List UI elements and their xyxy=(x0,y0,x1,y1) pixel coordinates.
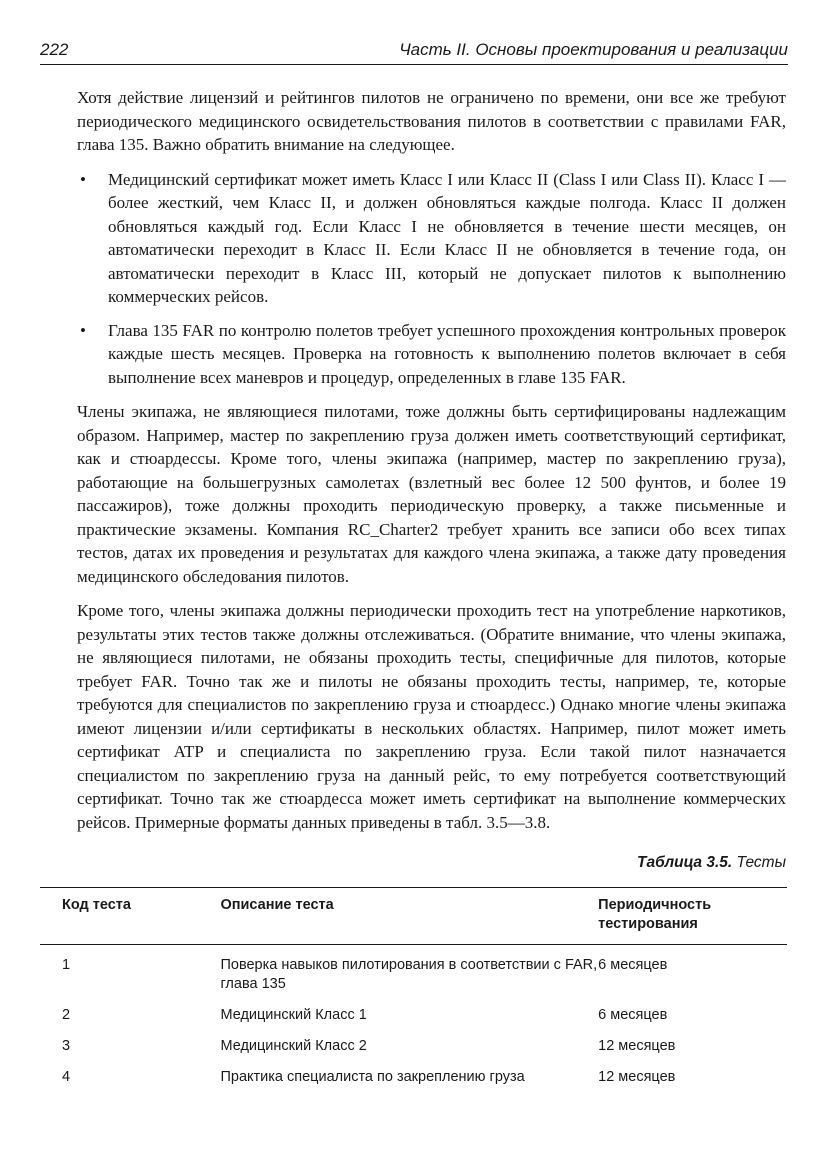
column-header: Описание теста xyxy=(220,896,334,913)
running-title: Часть II. Основы проектирования и реализации xyxy=(399,40,788,59)
page-number: 222 xyxy=(40,40,69,59)
page-header xyxy=(40,40,788,65)
test-description: Практика специалиста по закреплению груза xyxy=(220,1068,525,1085)
column-header: Периодичность тестирования xyxy=(598,896,712,932)
test-period: 6 месяцев xyxy=(598,1006,668,1023)
table-caption-number: Таблица 3.5. xyxy=(637,854,733,871)
table-caption xyxy=(77,851,786,875)
table-row xyxy=(40,1000,787,1031)
bullet-item: • Медицинский сертификат может иметь Класс I или Класс II (Class I или Class II). Класс I — более жесткий, чем Класс II, и должен обновляться каждые полгода. Класс II должен обновляться каждый год. Если Класс I не обновляется в течение шести месяцев, он автоматически переходит в Класс II. Если Класс II не обновляется в течение года, он автоматически переходит в Класс III, который не допускает пилотов к выполнению коммерческих рейсов. xyxy=(77,168,786,309)
table-header-row xyxy=(40,887,787,944)
bullet-item: • Глава 135 FAR по контролю полетов требует успешного прохождения контрольных проверок каждые шесть месяцев. Проверка на готовность к выполнению полетов включает в себя выполнение всех маневров и процедур, определенных в главе 135 FAR. xyxy=(77,319,786,390)
paragraph-1: Хотя действие лицензий и рейтингов пилотов не ограничено по времени, они все же требуют периодического медицинского освидетельствования пилотов в соответствии с правилами FAR, глава 135. Важно обратить внимание на следующее. xyxy=(77,88,786,154)
test-description: Медицинский Класс 2 xyxy=(220,1037,367,1054)
test-period: 12 месяцев xyxy=(598,1037,676,1054)
test-code: 4 xyxy=(62,1068,71,1085)
test-code: 3 xyxy=(62,1037,71,1054)
test-period: 6 месяцев xyxy=(598,956,668,973)
tests-table xyxy=(40,887,787,1093)
test-description: Медицинский Класс 1 xyxy=(220,1006,367,1023)
test-code: 1 xyxy=(62,956,71,973)
table-row xyxy=(40,1031,787,1062)
table-caption-title: Тесты xyxy=(732,854,786,871)
test-description: Поверка навыков пилотирования в соответствии с FAR, глава 135 xyxy=(220,956,598,992)
page-content xyxy=(62,86,786,1093)
table-row xyxy=(40,944,787,1000)
bullet-list xyxy=(77,168,786,390)
test-code: 2 xyxy=(62,1006,71,1023)
column-header: Код теста xyxy=(62,896,131,913)
paragraph-2: Члены экипажа, не являющиеся пилотами, тоже должны быть сертифицированы надлежащим образом. Например, мастер по закреплению груза должен иметь соответствующий сертификат, как и стюардессы. Кроме того, члены экипажа (например, мастер по закреплению груза), работающие на большегрузных самолетах (взлетный вес более 12 500 фунтов, и более 19 пассажиров), тоже должны проходить периодическую проверку, а также письменные и практические экзамены. Компания RC_Charter2 требует хранить все записи обо всех типах тестов, датах их проведения и результатах для каждого члена экипажа, а также дату проведения медицинского обследования пилотов. xyxy=(77,402,786,586)
table-row xyxy=(40,1062,787,1093)
test-period: 12 месяцев xyxy=(598,1068,676,1085)
paragraph-3: Кроме того, члены экипажа должны периодически проходить тест на употребление наркотиков, результаты этих тестов также должны отслеживаться. (Обратите внимание, что члены экипажа, не являющиеся пилотами, не обязаны проходить тесты, специфичные для пилотов, которые требует FAR. Точно так же и пилоты не обязаны проходить тесты, например, те, которые требуются для специалистов по закреплению груза и стюардесс.) Однако многие члены экипажа имеют лицензии и/или сертификаты в нескольких областях. Например, пилот может иметь сертификат ATP и специалиста по закреплению груза. Если такой пилот назначается специалистом по закреплению груза на данный рейс, то ему потребуется соответствующий сертификат. Точно так же стюардесса может иметь сертификат на выполнение коммерческих рейсов. Примерные форматы данных приведены в табл. 3.5—3.8. xyxy=(77,601,786,832)
